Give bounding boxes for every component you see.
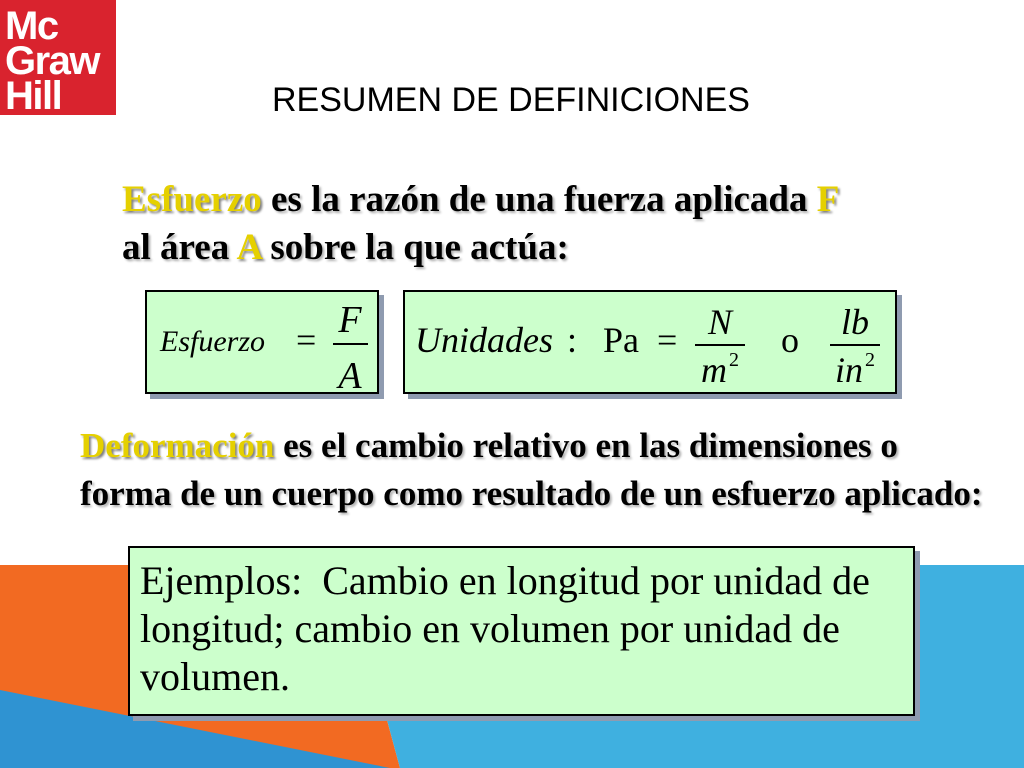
units-fraction-1-bar — [695, 344, 745, 346]
units-conjunction: o — [781, 320, 799, 360]
units-fraction-1-denominator — [690, 349, 750, 390]
logo-text-graw: Graw — [5, 39, 100, 83]
logo-text-mc: Mc — [5, 4, 58, 48]
stress-definition-line-2 — [122, 224, 839, 272]
stress-formula-denominator: A — [338, 355, 362, 397]
strain-definition-line-1 — [80, 422, 983, 470]
stress-term: Esfuerzo — [122, 179, 262, 220]
units-label: Unidades — [415, 320, 553, 360]
units-equals: = — [657, 320, 678, 360]
units-colon: : — [567, 320, 578, 360]
force-symbol: F — [816, 179, 840, 220]
area-symbol: A — [236, 227, 262, 268]
stress-definition-text-2: al área — [122, 227, 230, 268]
stress-definition-text-1: es la razón de una fuerza aplicada — [271, 179, 808, 220]
strain-definition-line-2: forma de un cuerpo como resultado de un esfuerzo aplicado: — [80, 474, 983, 513]
units-fraction-1-numerator: N — [707, 302, 732, 342]
stress-formula-equals: = — [296, 320, 317, 360]
stress-definition-text-3: sobre la que actúa: — [270, 227, 569, 268]
units-fraction-1-exponent: 2 — [729, 349, 739, 371]
examples-box — [128, 546, 915, 716]
units-fraction-2-exponent: 2 — [865, 349, 875, 371]
units-fraction-1-denominator-base: m — [701, 350, 727, 390]
examples-line-2: longitud; cambio en volumen por unidad de — [140, 606, 840, 651]
examples-line-3: volumen. — [140, 654, 290, 699]
examples-line-1: Ejemplos: Cambio en longitud por unidad de — [140, 558, 870, 603]
stress-formula-numerator: F — [338, 299, 362, 341]
stress-formula-lhs: Esfuerzo — [160, 325, 265, 358]
stress-formula-fraction-bar — [333, 343, 368, 345]
units-si-unit: Pa — [603, 320, 639, 360]
units-fraction-2-denominator-base: in — [834, 350, 863, 390]
strain-definition — [80, 422, 983, 518]
stress-definition — [122, 176, 839, 272]
units-fraction-2-numerator: lb — [840, 302, 869, 342]
stress-definition-line-1 — [122, 176, 839, 224]
units-fraction-2-bar — [830, 344, 880, 346]
logo-text-hill: Hill — [5, 74, 62, 118]
slide-title: RESUMEN DE DEFINICIONES — [272, 81, 750, 119]
strain-term: Deformación — [80, 426, 275, 465]
strain-definition-text-1: es el cambio relativo en las dimensiones o — [283, 426, 898, 465]
stress-formula-box — [145, 290, 379, 397]
units-formula-box — [403, 290, 897, 394]
units-fraction-2-denominator — [825, 349, 885, 390]
mcgraw-hill-logo — [0, 0, 116, 118]
